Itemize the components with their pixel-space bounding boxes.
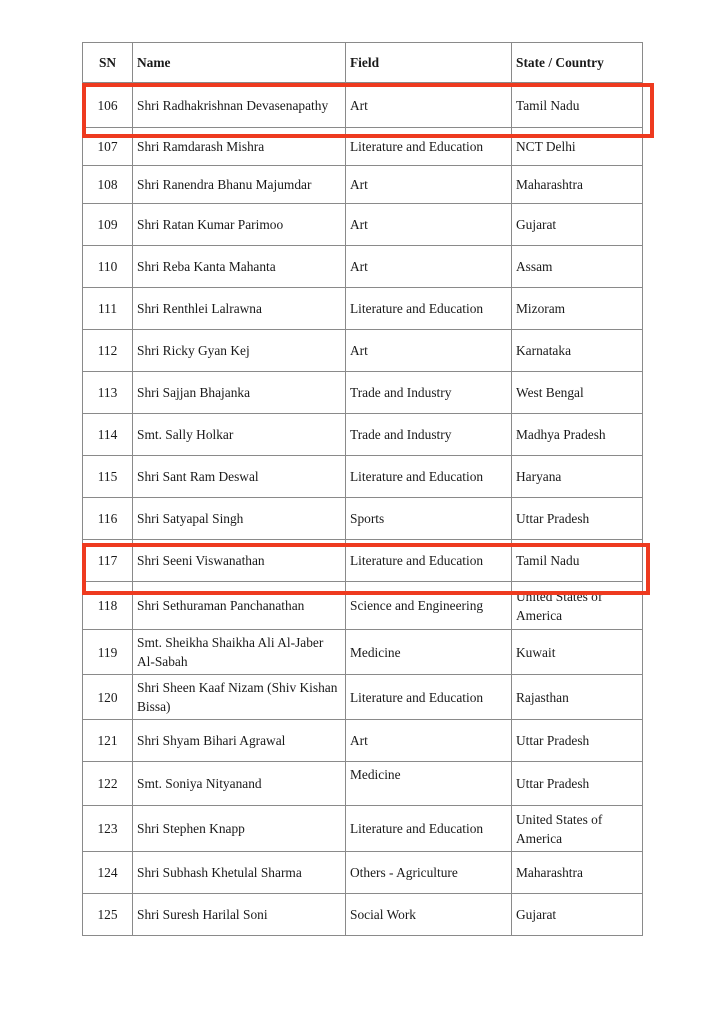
cell-field: Literature and Education	[346, 675, 512, 720]
cell-field: Art	[346, 330, 512, 372]
cell-sn: 107	[83, 128, 133, 166]
cell-state-country: Kuwait	[512, 630, 643, 675]
cell-sn: 117	[83, 540, 133, 582]
cell-sn: 114	[83, 414, 133, 456]
cell-sn: 123	[83, 806, 133, 852]
cell-name: Smt. Soniya Nityanand	[133, 762, 346, 806]
cell-name: Shri Ricky Gyan Kej	[133, 330, 346, 372]
cell-field: Literature and Education	[346, 456, 512, 498]
cell-state-country: Mizoram	[512, 288, 643, 330]
cell-field: Art	[346, 246, 512, 288]
table-row	[83, 166, 643, 204]
header-state-country: State / Country	[512, 43, 643, 83]
table-row	[83, 414, 643, 456]
cell-name: Shri Shyam Bihari Agrawal	[133, 720, 346, 762]
cell-sn: 106	[83, 83, 133, 128]
cell-sn: 124	[83, 852, 133, 894]
cell-name: Shri Stephen Knapp	[133, 806, 346, 852]
cell-state-country: Gujarat	[512, 204, 643, 246]
cell-field: Art	[346, 204, 512, 246]
cell-state-country: Madhya Pradesh	[512, 414, 643, 456]
cell-state-country: Maharashtra	[512, 852, 643, 894]
cell-state-country: West Bengal	[512, 372, 643, 414]
cell-sn: 109	[83, 204, 133, 246]
cell-sn: 112	[83, 330, 133, 372]
cell-name: Smt. Sheikha Shaikha Ali Al-Jaber Al-Sabah	[133, 630, 346, 675]
cell-sn: 116	[83, 498, 133, 540]
cell-sn: 121	[83, 720, 133, 762]
cell-field: Science and Engineering	[346, 582, 512, 630]
header-sn: SN	[83, 43, 133, 83]
cell-field: Medicine	[346, 762, 512, 806]
cell-name: Shri Ranendra Bhanu Majumdar	[133, 166, 346, 204]
cell-state-country: Uttar Pradesh	[512, 498, 643, 540]
cell-name: Shri Subhash Khetulal Sharma	[133, 852, 346, 894]
cell-field: Art	[346, 720, 512, 762]
table-row	[83, 852, 643, 894]
table-row	[83, 806, 643, 852]
header-field: Field	[346, 43, 512, 83]
table-row	[83, 204, 643, 246]
cell-name: Shri Ratan Kumar Parimoo	[133, 204, 346, 246]
table-row	[83, 762, 643, 806]
highlight-box-row-117	[82, 543, 650, 595]
cell-sn: 111	[83, 288, 133, 330]
header-row	[83, 43, 643, 83]
cell-name: Shri Sheen Kaaf Nizam (Shiv Kishan Bissa)	[133, 675, 346, 720]
cell-state-country: Karnataka	[512, 330, 643, 372]
cell-name: Shri Satyapal Singh	[133, 498, 346, 540]
cell-state-country: Uttar Pradesh	[512, 762, 643, 806]
cell-field: Others - Agriculture	[346, 852, 512, 894]
awards-table	[82, 42, 643, 936]
cell-field: Medicine	[346, 630, 512, 675]
cell-field: Trade and Industry	[346, 372, 512, 414]
cell-name: Smt. Sally Holkar	[133, 414, 346, 456]
table-row	[83, 456, 643, 498]
cell-name: Shri Radhakrishnan Devasenapathy	[133, 83, 346, 128]
cell-state-country: Rajasthan	[512, 675, 643, 720]
table-row	[83, 675, 643, 720]
cell-name: Shri Ramdarash Mishra	[133, 128, 346, 166]
cell-state-country: Gujarat	[512, 894, 643, 936]
cell-sn: 118	[83, 582, 133, 630]
table-row	[83, 498, 643, 540]
cell-field: Art	[346, 166, 512, 204]
header-name: Name	[133, 43, 346, 83]
cell-name: Shri Sajjan Bhajanka	[133, 372, 346, 414]
cell-field: Social Work	[346, 894, 512, 936]
cell-field: Art	[346, 83, 512, 128]
cell-state-country: Uttar Pradesh	[512, 720, 643, 762]
table-body	[83, 83, 643, 936]
cell-state-country: United States of America	[512, 582, 643, 630]
cell-field: Literature and Education	[346, 806, 512, 852]
cell-sn: 110	[83, 246, 133, 288]
table-row	[83, 246, 643, 288]
cell-sn: 108	[83, 166, 133, 204]
cell-field: Literature and Education	[346, 540, 512, 582]
cell-state-country: Tamil Nadu	[512, 540, 643, 582]
highlight-box-row-106	[82, 83, 654, 138]
cell-name: Shri Reba Kanta Mahanta	[133, 246, 346, 288]
cell-field: Literature and Education	[346, 128, 512, 166]
cell-state-country: Haryana	[512, 456, 643, 498]
cell-state-country: Assam	[512, 246, 643, 288]
cell-name: Shri Sant Ram Deswal	[133, 456, 346, 498]
cell-state-country: NCT Delhi	[512, 128, 643, 166]
cell-name: Shri Seeni Viswanathan	[133, 540, 346, 582]
cell-state-country: United States of America	[512, 806, 643, 852]
cell-field: Sports	[346, 498, 512, 540]
table-row	[83, 720, 643, 762]
cell-name: Shri Sethuraman Panchanathan	[133, 582, 346, 630]
table-row	[83, 330, 643, 372]
table-row	[83, 372, 643, 414]
cell-sn: 120	[83, 675, 133, 720]
cell-field: Literature and Education	[346, 288, 512, 330]
cell-sn: 122	[83, 762, 133, 806]
table-row	[83, 288, 643, 330]
cell-name: Shri Suresh Harilal Soni	[133, 894, 346, 936]
table-row	[83, 630, 643, 675]
cell-sn: 113	[83, 372, 133, 414]
table-row	[83, 894, 643, 936]
cell-sn: 125	[83, 894, 133, 936]
cell-sn: 119	[83, 630, 133, 675]
cell-field: Trade and Industry	[346, 414, 512, 456]
cell-sn: 115	[83, 456, 133, 498]
cell-state-country: Tamil Nadu	[512, 83, 643, 128]
cell-name: Shri Renthlei Lalrawna	[133, 288, 346, 330]
cell-state-country: Maharashtra	[512, 166, 643, 204]
